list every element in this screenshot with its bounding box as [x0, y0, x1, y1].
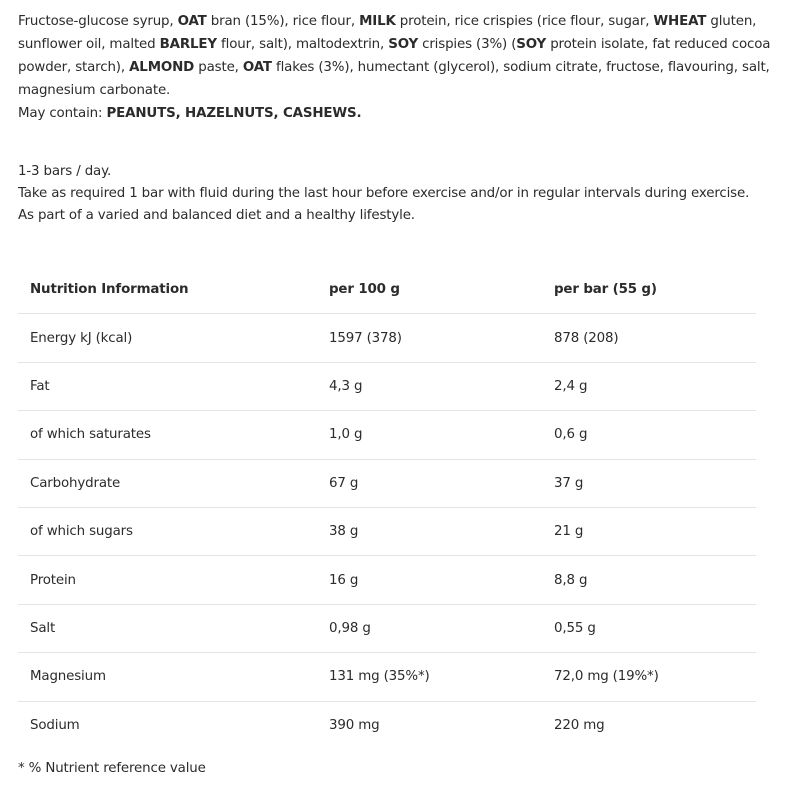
allergen-highlight: SOY	[388, 37, 418, 52]
value-per-100g: 131 mg (35%*)	[317, 653, 542, 701]
ingredients-text	[18, 10, 793, 125]
value-per-bar: 878 (208)	[542, 314, 756, 362]
table-row	[18, 362, 756, 410]
table-row	[18, 459, 756, 507]
value-per-bar: 0,55 g	[542, 604, 756, 652]
nutrient-name: Magnesium	[18, 653, 317, 701]
value-per-100g: 67 g	[317, 459, 542, 507]
nutrition-header-row	[18, 266, 756, 314]
may-contain-label: May contain:	[18, 106, 107, 121]
value-per-bar: 37 g	[542, 459, 756, 507]
allergen-highlight: MILK	[359, 14, 396, 29]
allergen-highlight: WHEAT	[653, 14, 707, 29]
nutrient-name: of which saturates	[18, 411, 317, 459]
allergen-highlight: SOY	[516, 37, 547, 52]
value-per-100g: 38 g	[317, 507, 542, 555]
value-per-bar: 220 mg	[554, 717, 605, 733]
nutrient-name: Protein	[18, 556, 317, 604]
ingredients-list	[18, 14, 770, 98]
nutrient-name: Salt	[18, 604, 317, 652]
value-per-bar: 21 g	[542, 507, 756, 555]
ingredient-text: flour, salt), maltodextrin,	[216, 37, 389, 52]
ingredient-text: paste,	[194, 60, 243, 75]
allergen-highlight: BARLEY	[159, 37, 217, 52]
nutrient-name: of which sugars	[18, 507, 317, 555]
table-row	[18, 653, 756, 701]
value-per-bar: 8,8 g	[542, 556, 756, 604]
footnote: * % Nutrient reference value	[18, 761, 206, 776]
value-per-100g: 1,0 g	[317, 411, 542, 459]
value-per-100g: 4,3 g	[317, 362, 542, 410]
value-per-bar: 72,0 mg (19%*)	[542, 653, 756, 701]
dosage-line-3: As part of a varied and balanced diet and a healthy lifestyle.	[18, 208, 415, 223]
dosage-line-2: Take as required 1 bar with fluid during the last hour before exercise and/or in regular intervals during exercise.	[18, 186, 750, 201]
ingredient-text: protein isolate, fat reduced cocoa powder, starch),	[18, 37, 771, 75]
ingredient-text: crispies (3%) (	[418, 37, 517, 52]
value-per-100g: 390 mg	[329, 717, 380, 733]
header-nutrition-information: Nutrition Information	[18, 266, 317, 314]
nutrient-name: Fat	[18, 362, 317, 410]
value-per-100g: 16 g	[317, 556, 542, 604]
nutrient-name: Carbohydrate	[18, 459, 317, 507]
value-per-100g: 0,98 g	[317, 604, 542, 652]
allergen-highlight: OAT	[177, 14, 207, 29]
value-per-bar: 0,6 g	[542, 411, 756, 459]
value-per-100g: 1597 (378)	[317, 314, 542, 362]
ingredient-text: protein, rice crispies (rice flour, sugar,	[395, 14, 654, 29]
header-per-bar: per bar (55 g)	[542, 266, 756, 314]
table-row	[18, 701, 756, 749]
table-row	[18, 556, 756, 604]
nutrition-table	[18, 266, 756, 749]
ingredient-text: bran (15%), rice flour,	[206, 14, 360, 29]
ingredient-text: Fructose-glucose syrup,	[18, 14, 178, 29]
nutrition-body	[18, 314, 756, 749]
table-row	[18, 507, 756, 555]
table-row	[18, 411, 756, 459]
ingredient-text: flakes (3%), humectant (glycerol), sodium citrate, fructose, flavouring, salt, magnesium carbonate.	[18, 60, 770, 98]
dosage-line-1: 1-3 bars / day.	[18, 164, 112, 179]
nutrient-name: Sodium	[30, 717, 80, 733]
table-row	[18, 604, 756, 652]
header-per-100g: per 100 g	[317, 266, 542, 314]
allergen-highlight: OAT	[242, 60, 272, 75]
nutrient-name: Energy kJ (kcal)	[18, 314, 317, 362]
dosage-instructions	[18, 161, 793, 227]
value-per-bar: 2,4 g	[542, 362, 756, 410]
ingredient-text: gluten, sunflower oil, malted	[18, 14, 757, 52]
may-contain-allergens: PEANUTS, HAZELNUTS, CASHEWS.	[106, 106, 362, 121]
table-row	[18, 314, 756, 362]
allergen-highlight: ALMOND	[129, 60, 195, 75]
